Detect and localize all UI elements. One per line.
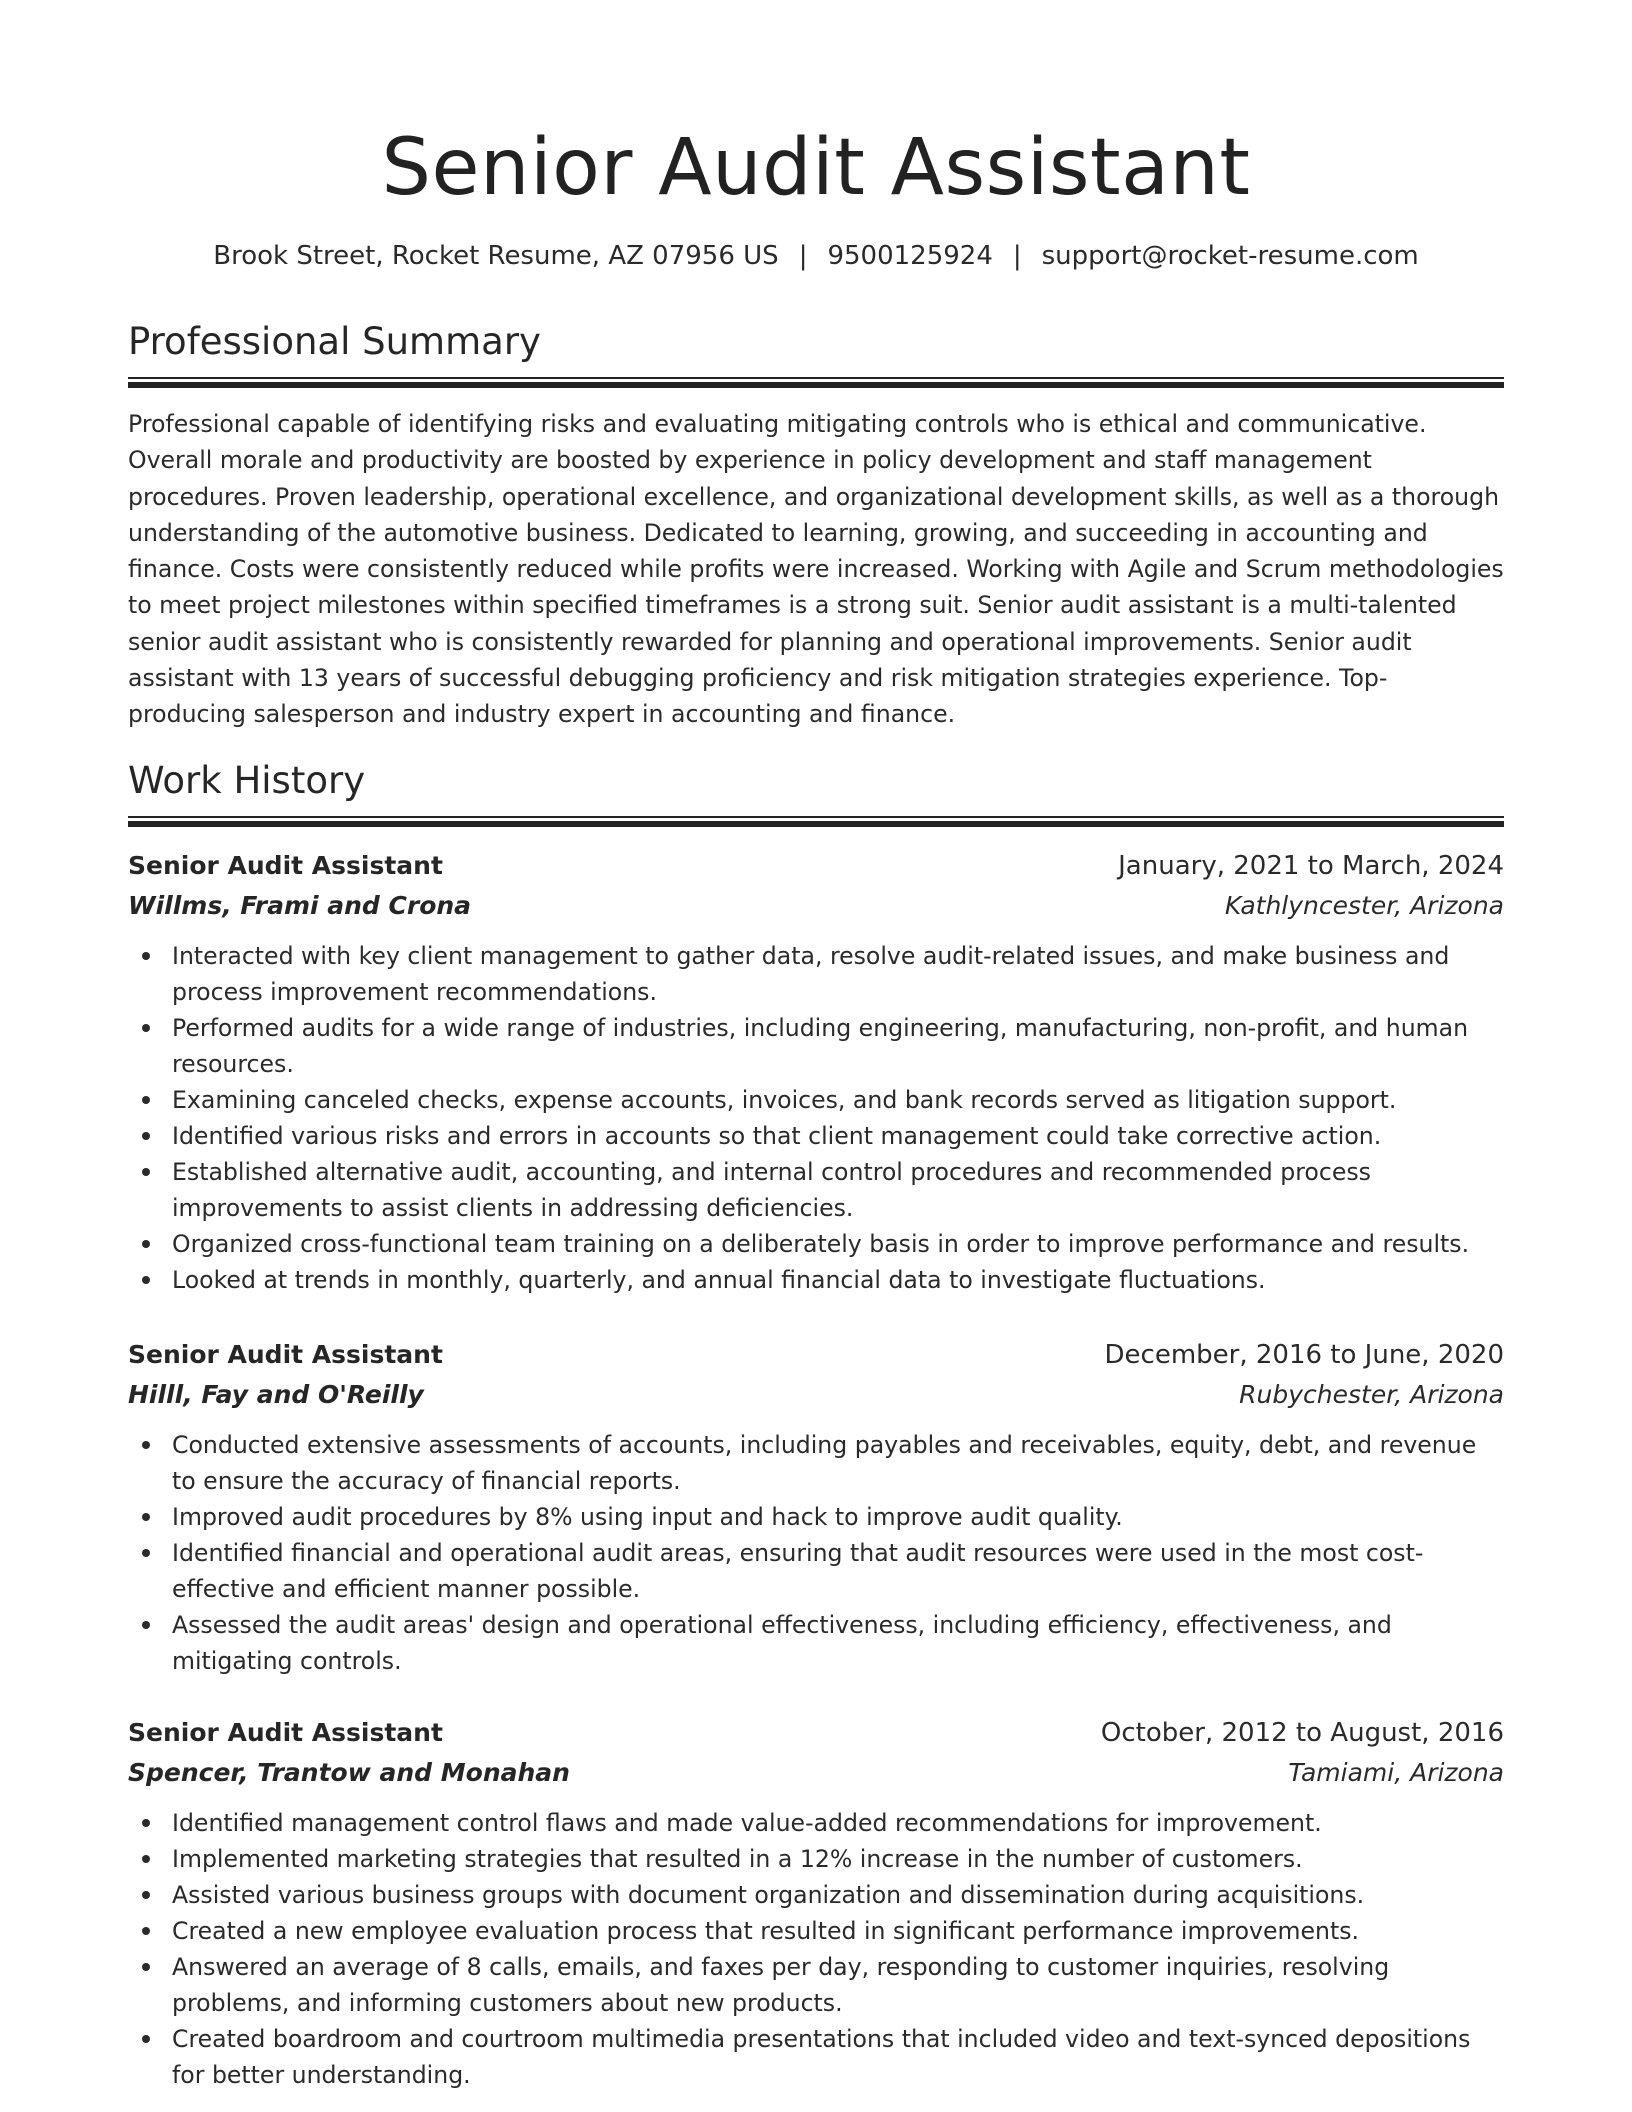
job-dates: October, 2012 to August, 2016: [1100, 1718, 1504, 1748]
job-bullets: [128, 1805, 1504, 2093]
email-link[interactable]: support@rocket-resume.com: [1041, 241, 1419, 271]
list-item: Established alternative audit, accounting, and internal control procedures and recommended process improvements to assist clients in addressing deficiencies.: [128, 1154, 1504, 1226]
list-item: Answered an average of 8 calls, emails, and faxes per day, responding to customer inquiries, resolving problems, and informing customers about new products.: [128, 1949, 1504, 2021]
contact-separator: |: [798, 241, 808, 271]
job-header: [128, 1335, 1504, 1375]
list-item: Organized cross-functional team training on a deliberately basis in order to improve performance and results.: [128, 1226, 1504, 1262]
job-dates: December, 2016 to June, 2020: [1104, 1340, 1504, 1370]
job-location: Kathlyncester, Arizona: [1224, 891, 1504, 920]
contact-line: [128, 238, 1504, 274]
job-location: Tamiami, Arizona: [1288, 1758, 1504, 1787]
address: Brook Street, Rocket Resume, AZ 07956 US: [213, 241, 779, 271]
list-item: Identified various risks and errors in accounts so that client management could take corrective action.: [128, 1118, 1504, 1154]
section-title-work-history: Work History: [128, 759, 366, 802]
job-title: Senior Audit Assistant: [128, 1718, 443, 1747]
phone[interactable]: 9500125924: [827, 241, 993, 271]
company-name: Hilll, Fay and O'Reilly: [128, 1380, 424, 1409]
job-location: Rubychester, Arizona: [1239, 1380, 1504, 1409]
list-item: Examining canceled checks, expense accounts, invoices, and bank records served as litigation support.: [128, 1082, 1504, 1118]
contact-separator: |: [1012, 241, 1022, 271]
list-item: Assisted various business groups with document organization and dissemination during acquisitions.: [128, 1877, 1504, 1913]
job-bullets: [128, 938, 1504, 1298]
list-item: Assessed the audit areas' design and operational effectiveness, including efficiency, effectiveness, and mitigating controls.: [128, 1607, 1504, 1679]
job-entry: [128, 1335, 1504, 1679]
resume-name: Senior Audit Assistant: [381, 123, 1251, 213]
list-item: Created boardroom and courtroom multimedia presentations that included video and text-synced depositions for better understanding.: [128, 2021, 1504, 2093]
job-subheader: [128, 1375, 1504, 1415]
list-item: Looked at trends in monthly, quarterly, and annual financial data to investigate fluctuations.: [128, 1262, 1504, 1298]
job-subheader: [128, 1753, 1504, 1793]
job-entry: [128, 1713, 1504, 2093]
company-name: Spencer, Trantow and Monahan: [128, 1758, 570, 1787]
job-header: [128, 846, 1504, 886]
job-bullets: [128, 1427, 1504, 1679]
job-header: [128, 1713, 1504, 1753]
job-entry: [128, 846, 1504, 1298]
list-item: Improved audit procedures by 8% using input and hack to improve audit quality.: [128, 1499, 1504, 1535]
job-subheader: [128, 886, 1504, 926]
summary-text: Professional capable of identifying risks and evaluating mitigating controls who is ethical and communicative. Overall morale and productivity are boosted by experience in policy development and staff management procedures. Proven leadership, operational excellence, and organizational development skills, as well as a thorough understanding of the automotive business. Dedicated to learning, growing, and succeeding in accounting and finance. Costs were consistently reduced while profits were increased. Working with Agile and Scrum methodologies to meet project milestones within specified timeframes is a strong suit. Senior audit assistant is a multi-talented senior audit assistant who is consistently rewarded for planning and operational improvements. Senior audit assistant with 13 years of successful debugging proficiency and risk mitigation strategies experience. Top-producing salesperson and industry expert in accounting and finance.: [128, 410, 1504, 729]
section-divider: [128, 377, 1504, 387]
list-item: Implemented marketing strategies that resulted in a 12% increase in the number of customers.: [128, 1841, 1504, 1877]
job-title: Senior Audit Assistant: [128, 1340, 443, 1369]
list-item: Identified financial and operational audit areas, ensuring that audit resources were used in the most cost-effective and efficient manner possible.: [128, 1535, 1504, 1607]
job-dates: January, 2021 to March, 2024: [1118, 851, 1504, 881]
list-item: Created a new employee evaluation process that resulted in significant performance improvements.: [128, 1913, 1504, 1949]
company-name: Willms, Frami and Crona: [128, 891, 472, 920]
list-item: Conducted extensive assessments of accounts, including payables and receivables, equity, debt, and revenue to ensure the accuracy of financial reports.: [128, 1427, 1504, 1499]
list-item: Performed audits for a wide range of industries, including engineering, manufacturing, non-profit, and human resources.: [128, 1010, 1504, 1082]
job-title: Senior Audit Assistant: [128, 851, 443, 880]
section-title-summary: Professional Summary: [128, 320, 541, 363]
section-divider: [128, 816, 1504, 826]
list-item: Interacted with key client management to gather data, resolve audit-related issues, and make business and process improvement recommendations.: [128, 938, 1504, 1010]
list-item: Identified management control flaws and made value-added recommendations for improvement.: [128, 1805, 1504, 1841]
